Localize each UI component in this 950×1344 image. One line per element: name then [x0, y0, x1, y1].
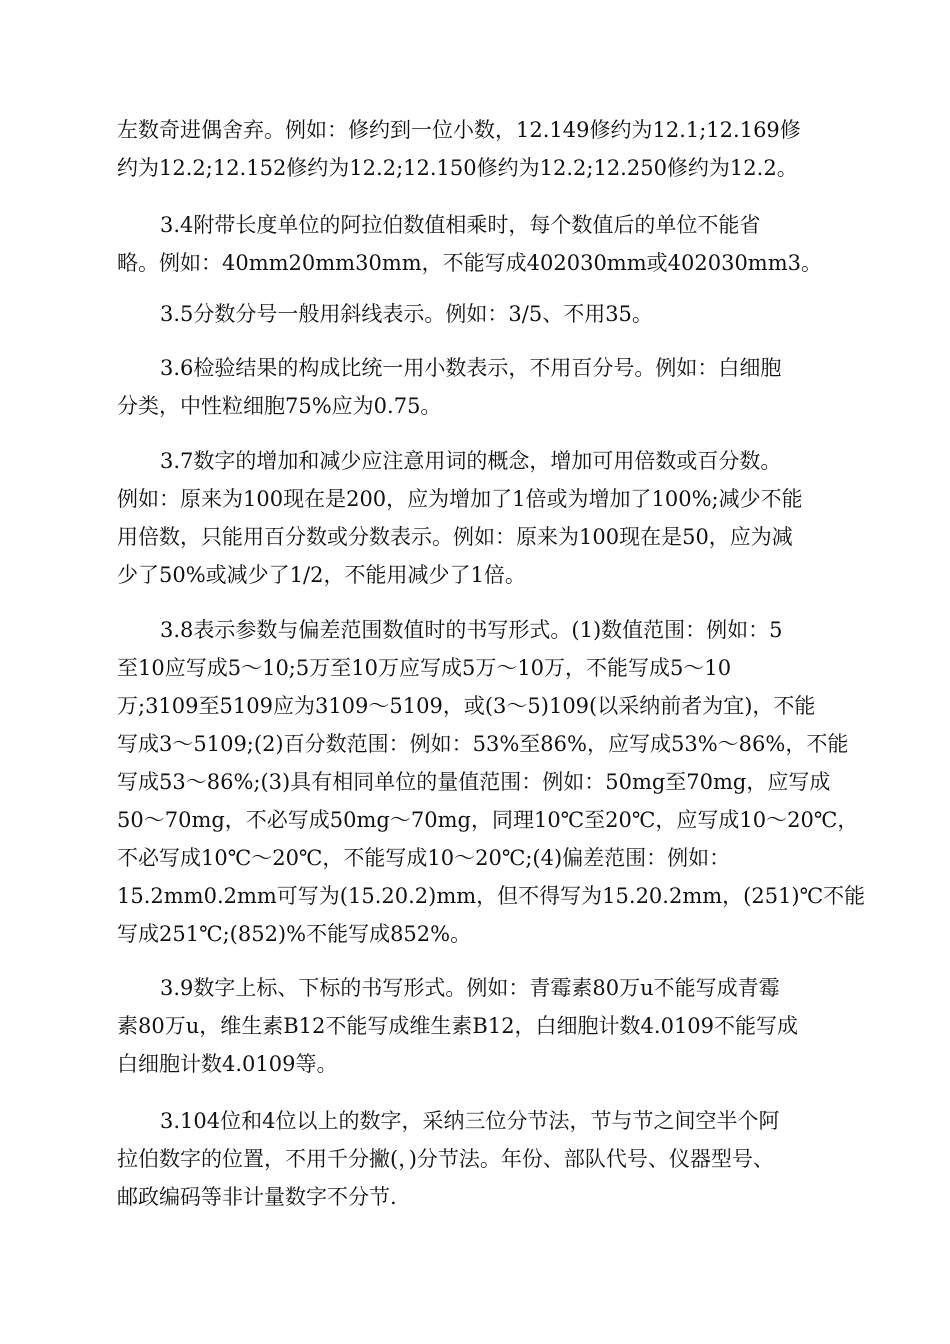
text-line: 白细胞计数4.0109等。 — [117, 1052, 338, 1076]
text-line: 写成251℃;(852)%不能写成852%。 — [117, 922, 472, 946]
text-line: 万;3109至5109应为3109～5109，或(3～5)109(以采纳前者为宜)，不能 — [117, 694, 816, 718]
text-line: 3.6检验结果的构成比统一用小数表示，不用百分号。例如：白细胞 — [160, 356, 782, 380]
text-line: 3.7数字的增加和减少应注意用词的概念，增加可用倍数或百分数。 — [160, 449, 782, 473]
text-line: 左数奇进偶舍弃。例如：修约到一位小数，12.149修约为12.1;12.169修 — [117, 118, 801, 142]
text-line: 少了50%或减少了1/2，不能用减少了1倍。 — [117, 563, 526, 587]
paragraph-rounding-rule — [117, 111, 847, 187]
text-line: 3.104位和4位以上的数字，采纳三位分节法，节与节之间空半个阿 — [160, 1109, 780, 1133]
text-line: 至10应写成5～10;5万至10万应写成5万～10万，不能写成5～10 — [117, 656, 732, 680]
paragraph-3-9 — [117, 969, 847, 1083]
text-line: 写成3～5109;(2)百分数范围：例如：53%至86%，应写成53%～86%，不能 — [117, 732, 849, 756]
paragraph-3-10 — [117, 1102, 847, 1216]
text-line: 15.2mm0.2mm可写为(15.20.2)mm，但不得写为15.20.2mm，(251)℃不能 — [117, 884, 866, 908]
paragraph-3-8 — [117, 611, 866, 953]
paragraph-3-4 — [117, 206, 847, 282]
text-line: 写成53～86%;(3)具有相同单位的量值范围：例如：50mg至70mg，应写成 — [117, 770, 831, 794]
text-line: 例如：原来为100现在是200，应为增加了1倍或为增加了100%;减少不能 — [117, 487, 803, 511]
text-line: 不必写成10℃～20℃，不能写成10～20℃;(4)偏差范围：例如： — [117, 846, 731, 870]
paragraph-3-6 — [117, 349, 847, 425]
text-line: 50～70mg，不必写成50mg～70mg，同理10℃至20℃，应写成10～20℃， — [117, 808, 859, 832]
paragraph-3-5 — [117, 295, 847, 333]
text-line: 略。例如：40mm20mm30mm，不能写成402030mm或402030mm3。 — [117, 251, 822, 275]
text-line: 邮政编码等非计量数字不分节. — [117, 1185, 397, 1209]
text-line: 用倍数，只能用百分数或分数表示。例如：原来为100现在是50，应为减 — [117, 525, 793, 549]
text-line: 3.4附带长度单位的阿拉伯数值相乘时，每个数值后的单位不能省 — [160, 213, 761, 237]
text-line: 3.8表示参数与偏差范围数值时的书写形式。(1)数值范围：例如：5 — [160, 618, 783, 642]
text-line: 约为12.2;12.152修约为12.2;12.150修约为12.2;12.250修约为12.2。 — [117, 156, 798, 180]
text-line: 拉伯数字的位置，不用千分撇(，)分节法。年份、部队代号、仪器型号、 — [117, 1147, 774, 1171]
paragraph-3-7 — [117, 442, 847, 594]
text-line: 分类，中性粒细胞75%应为0.75。 — [117, 394, 442, 418]
text-line: 3.5分数分号一般用斜线表示。例如：3/5、不用35。 — [160, 302, 653, 326]
text-line: 素80万u，维生素B12不能写成维生素B12，白细胞计数4.0109不能写成 — [117, 1014, 799, 1038]
text-line: 3.9数字上标、下标的书写形式。例如：青霉素80万u不能写成青霉 — [160, 976, 780, 1000]
